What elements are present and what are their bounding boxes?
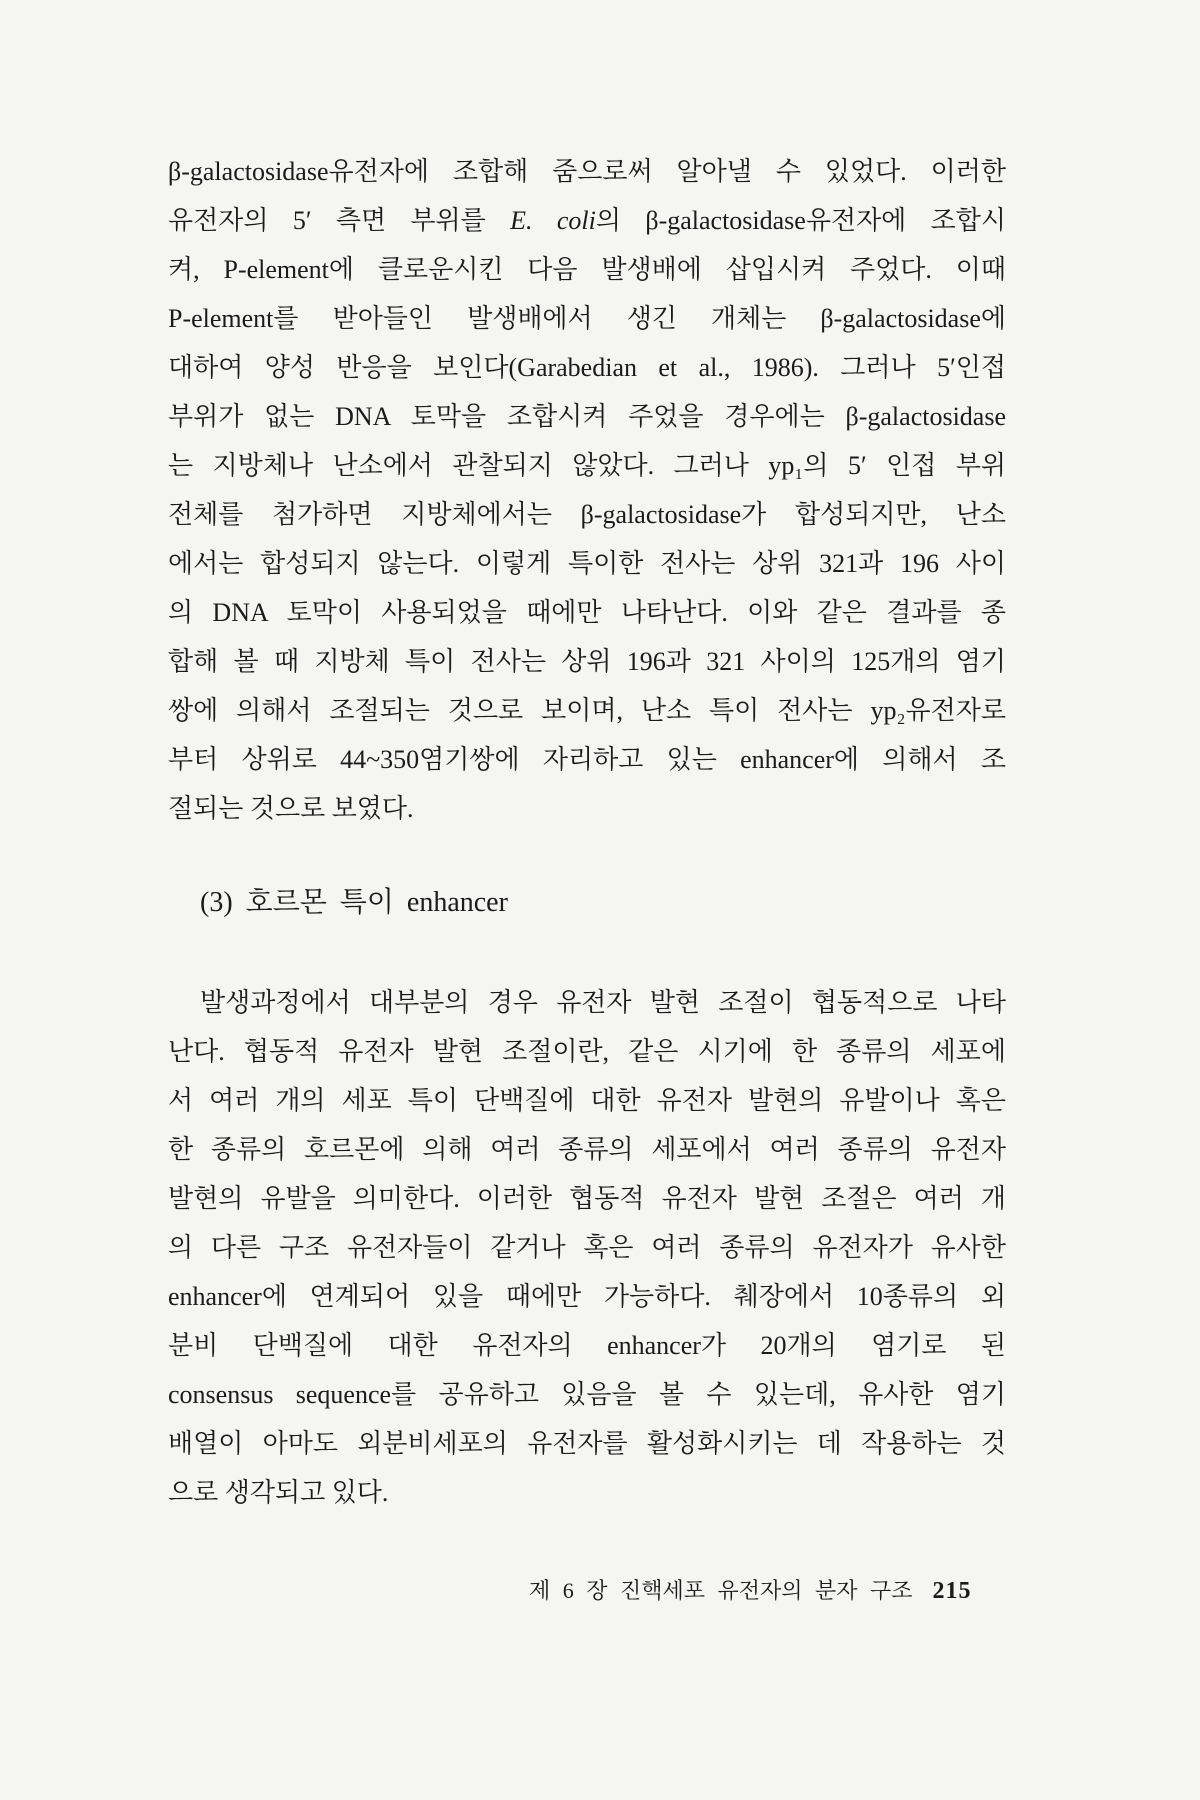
- section-heading: (3) 호르몬 특이 enhancer: [200, 887, 508, 918]
- species-name-italic: E. coli: [510, 206, 596, 235]
- text-line: 한 종류의 호르몬에 의해 여러 종류의 세포에서 여러 종류의 유전자: [168, 1135, 1006, 1164]
- text-line: 발현의 유발을 의미한다. 이러한 협동적 유전자 발현 조절은 여러 개: [168, 1184, 1006, 1213]
- text-line: 대하여 양성 반응을 보인다(Garabedian et al., 1986). 그러나 5′인접: [168, 353, 1006, 382]
- text-line: [168, 196, 1006, 245]
- text-line: 서 여러 개의 세포 특이 단백질에 대한 유전자 발현의 유발이나 혹은: [168, 1086, 1006, 1115]
- running-footer: [529, 1575, 972, 1607]
- text-line: 합해 볼 때 지방체 특이 전사는 상위 196과 321 사이의 125개의 염기: [168, 647, 1006, 676]
- text-line: 난다. 협동적 유전자 발현 조절이란, 같은 시기에 한 종류의 세포에: [168, 1037, 1006, 1066]
- text-line: 의 다른 구조 유전자들이 같거나 혹은 여러 종류의 유전자가 유사한: [168, 1233, 1006, 1262]
- text-run: 의 β-galactosidase유전자에 조합시: [595, 206, 1006, 235]
- text-line: 켜, P-element에 클로운시킨 다음 발생배에 삽입시켜 주었다. 이때: [168, 255, 1006, 284]
- text-line: 분비 단백질에 대한 유전자의 enhancer가 20개의 염기로 된: [168, 1331, 1006, 1360]
- chapter-title: 제 6 장 진핵세포 유전자의 분자 구조: [529, 1578, 913, 1603]
- text-line: 전체를 첨가하면 지방체에서는 β-galactosidase가 합성되지만, 난소: [168, 500, 1006, 529]
- body-paragraph: [168, 978, 1006, 1517]
- page-number: 215: [932, 1578, 972, 1604]
- text-line: consensus sequence를 공유하고 있음을 볼 수 있는데, 유사한 염기: [168, 1380, 1006, 1409]
- text-line: 부위가 없는 DNA 토막을 조합시켜 주었을 경우에는 β-galactosidase: [168, 402, 1006, 431]
- text-line: 쌍에 의해서 조절되는 것으로 보이며, 난소 특이 전사는 yp₂유전자로: [168, 696, 1006, 725]
- text-line: enhancer에 연계되어 있을 때에만 가능하다. 췌장에서 10종류의 외: [168, 1282, 1006, 1311]
- text-line: 으로 생각되고 있다.: [168, 1478, 389, 1507]
- text-run: 유전자의 5′ 측면 부위를: [168, 206, 511, 235]
- text-line: 는 지방체나 난소에서 관찰되지 않았다. 그러나 yp₁의 5′ 인접 부위: [168, 451, 1006, 480]
- text-line: P-element를 받아들인 발생배에서 생긴 개체는 β-galactosidase에: [168, 304, 1006, 333]
- text-line: β-galactosidase유전자에 조합해 줌으로써 알아낼 수 있었다. 이러한: [168, 157, 1006, 186]
- text-line: 절되는 것으로 보였다.: [168, 794, 414, 823]
- body-paragraph: [168, 147, 1006, 833]
- text-line: 배열이 아마도 외분비세포의 유전자를 활성화시키는 데 작용하는 것: [168, 1429, 1006, 1458]
- text-line: 발생과정에서 대부분의 경우 유전자 발현 조절이 협동적으로 나타: [200, 988, 1006, 1017]
- text-line: 에서는 합성되지 않는다. 이렇게 특이한 전사는 상위 321과 196 사이: [168, 549, 1006, 578]
- text-line: 의 DNA 토막이 사용되었을 때에만 나타난다. 이와 같은 결과를 종: [168, 598, 1006, 627]
- text-line: 부터 상위로 44~350염기쌍에 자리하고 있는 enhancer에 의해서 조: [168, 745, 1006, 774]
